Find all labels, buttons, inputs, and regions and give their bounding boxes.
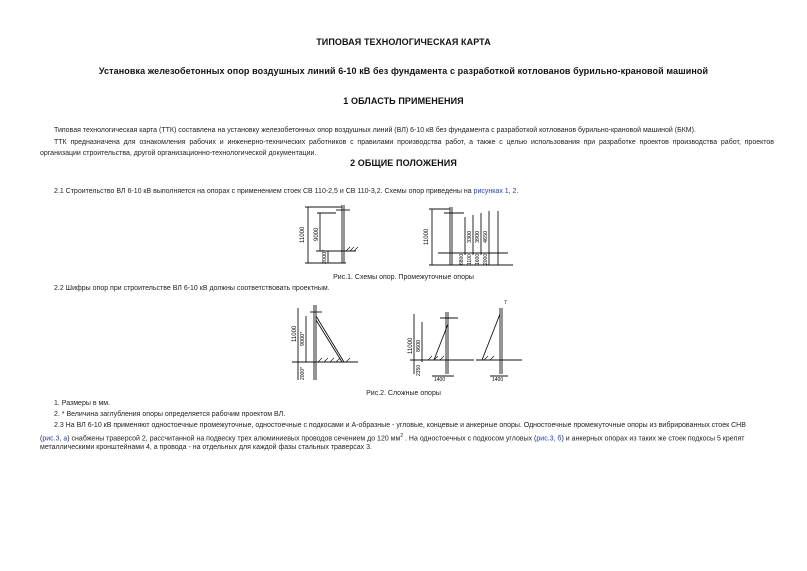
p23-end: ) и анкерных опорах из таких же стоек подкосы 5 крепят [561, 435, 745, 443]
figure-2b-diagram [404, 298, 534, 384]
p23-sup: 2 [400, 433, 404, 439]
section-1-paragraph-2-line-1: ТТК предназначена для ознакомления рабочих и инженерно-технических работников с правилами производства работ, а также с целью использования при разработке проектов производства работ, проектов [54, 139, 774, 146]
figure-3a-link[interactable]: рис.3, а [42, 435, 68, 443]
section-1-heading: 1 ОБЛАСТЬ ПРИМЕНЕНИЯ [343, 96, 464, 106]
section-2-heading: 2 ОБЩИЕ ПОЛОЖЕНИЯ [350, 158, 457, 168]
fig1b-dim-total: 11000 [424, 228, 430, 245]
figure-2-caption: Рис.2. Сложные опоры [366, 390, 441, 397]
fig1b-dim-4: 8800 [459, 253, 465, 265]
section-2-paragraph-2-2: 2.2 Шифры опор при строительстве ВЛ 6-10 кВ должны соответствовать проектным. [54, 285, 330, 292]
section-2-paragraph-2-1 [54, 186, 774, 197]
figure-2a-diagram [288, 302, 370, 382]
section-2-paragraph-2-3-line-1: 2.3 На ВЛ 6-10 кВ применяют одностоечные промежуточные, одностоечные с подкосами и А-образные - угловые, концевые и анкерные опоры. Одностоечные промежуточные опоры из вибрированных стоек СНВ [54, 422, 746, 429]
fig2a-dim-above: 9000* [300, 331, 306, 346]
p23-mid: ) снабжены траверсой 2, рассчитанной на подвеску трех алюминиевых проводов сечением до 120 мм [67, 435, 401, 443]
fig2a-dim-depth: 2000* [300, 366, 306, 380]
figure-1-caption: Рис.1. Схемы опор. Промежуточные опоры [333, 274, 474, 281]
figures-link[interactable]: рисунках 1, 2 [473, 188, 517, 195]
section-2-paragraph-2-3-line-2: (рис.3, а) снабжены траверсой 2, рассчитанной на подвеску трех алюминиевых проводов сечением до 120 $мм^2$ . На одностоечных с подкосом угловых (рис.3, б) и анкерных опорах из таких же стоек подкосы 5 крепят [40, 433, 745, 443]
fig2b-dim-base-left: 1400 [434, 377, 446, 383]
fig2b-dim-base-right: 1400 [492, 377, 504, 383]
section-1-paragraph-2-line-2: организации строительства, другой организационно-технологической документации. [40, 150, 317, 157]
figure-3b-link[interactable]: рис.3, б [536, 435, 562, 443]
fig1b-dim-6: 1600 [475, 253, 481, 265]
figure-1a-diagram [286, 203, 406, 265]
fig2b-dim-total: 11000 [408, 337, 414, 354]
fig1b-dim-1: 3300 [467, 230, 473, 243]
fig1b-dim-7: 2000 [483, 253, 489, 265]
p21-end: . [516, 188, 519, 195]
p21-text: 2.1 Строительство ВЛ 6-10 кВ выполняется на опорах с применением стоек СВ 110-2,5 и СВ 110-3,2. Схемы опор приведены на [54, 188, 474, 195]
figure-1b-diagram [418, 205, 523, 267]
fig1a-dim-total: 11000 [300, 226, 306, 243]
p23-mid2: . На одностоечных с подкосом угловых ( [403, 435, 537, 443]
document-subtitle: Установка железобетонных опор воздушных линий 6-10 кВ без фундамента с разработкой котлованов бурильно-крановой машиной [98, 66, 709, 76]
fig2b-dim-depth: 2350 [416, 364, 422, 376]
fig1b-dim-3: 4650 [483, 230, 489, 243]
section-2-paragraph-2-3-line-3: металлическими кронштейнами 4, а провода - на отдельных для каждой фазы стальных траверсах 3. [40, 444, 372, 451]
fig2b-dim-top: 7 [504, 300, 507, 306]
fig1b-dim-2: 3900 [475, 230, 481, 243]
fig1a-dim-depth: 2000* [322, 249, 328, 264]
fig2b-dim-above: 8600 [416, 339, 422, 352]
document-title: ТИПОВАЯ ТЕХНОЛОГИЧЕСКАЯ КАРТА [316, 37, 491, 47]
note-2: 2. * Величина заглубления опоры определяется рабочим проектом ВЛ. [54, 411, 286, 418]
fig1b-dim-5: 1100 [467, 254, 473, 265]
fig1a-dim-above: 9000 [314, 227, 320, 241]
section-1-paragraph-1: Типовая технологическая карта (ТТК) составлена на установку железобетонных опор воздушных линий (ВЛ) 6-10 кВ без фундамента с разработкой котлованов бурильно-крановой машиной (БКМ). [54, 127, 696, 134]
note-1: 1. Размеры в мм. [54, 400, 111, 407]
fig2a-dim-total: 11000 [292, 325, 298, 342]
